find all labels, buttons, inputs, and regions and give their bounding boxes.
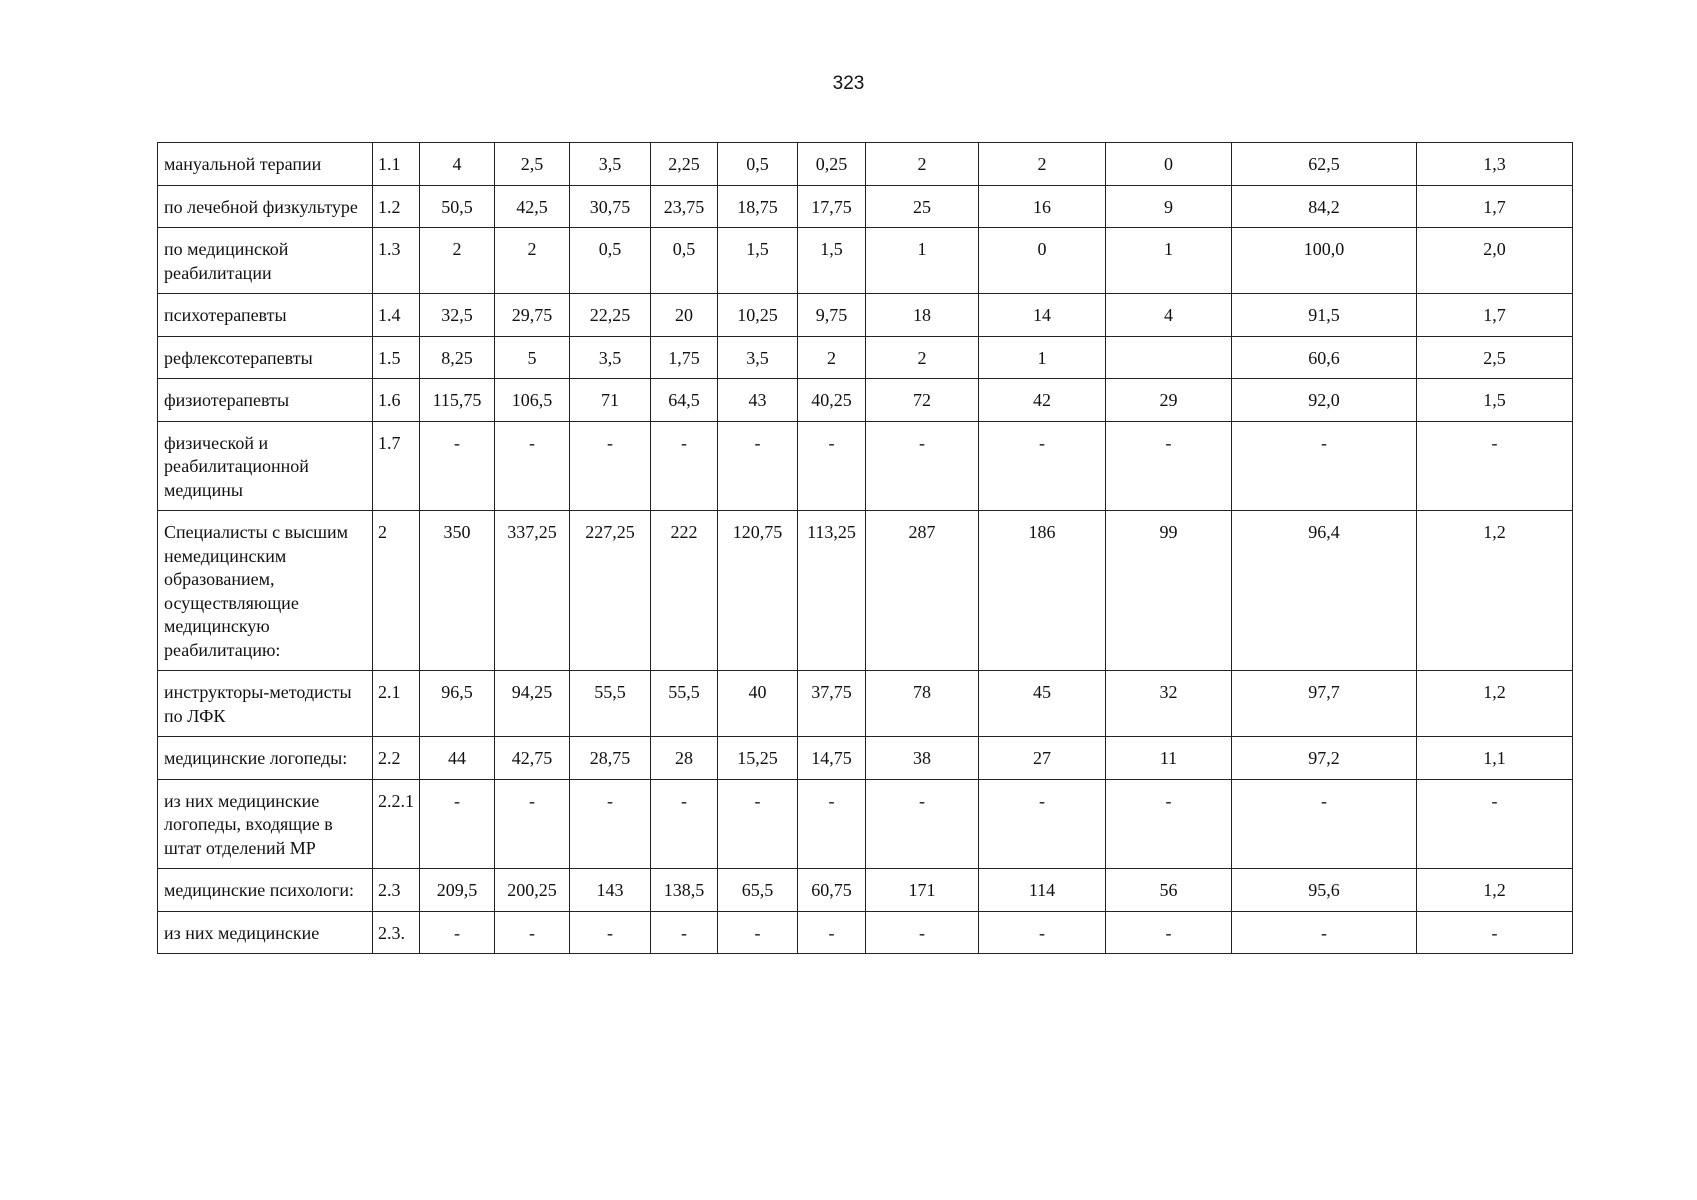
value-cell: 9,75 (798, 294, 866, 337)
value-cell: 92,0 (1232, 379, 1417, 422)
value-cell: 106,5 (495, 379, 570, 422)
value-cell: 2,5 (495, 143, 570, 186)
value-cell: 0,5 (718, 143, 798, 186)
value-cell: 9 (1106, 185, 1232, 228)
value-cell: 0,5 (570, 228, 651, 294)
value-cell: 4 (420, 143, 495, 186)
value-cell: - (1232, 779, 1417, 869)
table-row (158, 336, 1573, 379)
value-cell: 78 (866, 671, 979, 737)
value-cell: 2 (495, 228, 570, 294)
table-row (158, 511, 1573, 671)
value-cell: 1,1 (1417, 737, 1573, 780)
row-name-cell: из них медицинские логопеды, входящие в штат отделений МР (158, 779, 373, 869)
value-cell: 11 (1106, 737, 1232, 780)
value-cell: 94,25 (495, 671, 570, 737)
value-cell: 2,5 (1417, 336, 1573, 379)
table-body (158, 143, 1573, 954)
value-cell: - (1106, 421, 1232, 511)
value-cell: 114 (979, 869, 1106, 912)
value-cell: 143 (570, 869, 651, 912)
value-cell: 0,25 (798, 143, 866, 186)
value-cell: - (1232, 421, 1417, 511)
value-cell: - (1232, 911, 1417, 954)
value-cell: - (979, 779, 1106, 869)
value-cell: 42,75 (495, 737, 570, 780)
value-cell: 1 (979, 336, 1106, 379)
value-cell: 2,25 (651, 143, 718, 186)
value-cell: - (420, 779, 495, 869)
value-cell: 0 (1106, 143, 1232, 186)
row-code-cell: 2.3. (373, 911, 420, 954)
value-cell: 32 (1106, 671, 1232, 737)
row-name-cell: физической и реабилитационной медицины (158, 421, 373, 511)
value-cell: 14,75 (798, 737, 866, 780)
value-cell: 91,5 (1232, 294, 1417, 337)
table-row (158, 911, 1573, 954)
value-cell: - (420, 421, 495, 511)
value-cell: - (718, 911, 798, 954)
value-cell: 2 (866, 336, 979, 379)
value-cell: 65,5 (718, 869, 798, 912)
value-cell: - (1106, 779, 1232, 869)
value-cell: 50,5 (420, 185, 495, 228)
value-cell: 350 (420, 511, 495, 671)
value-cell: 17,75 (798, 185, 866, 228)
table-row (158, 671, 1573, 737)
row-name-cell: рефлексотерапевты (158, 336, 373, 379)
value-cell: 287 (866, 511, 979, 671)
row-name-cell: психотерапевты (158, 294, 373, 337)
value-cell: - (866, 779, 979, 869)
value-cell: 72 (866, 379, 979, 422)
value-cell: 42,5 (495, 185, 570, 228)
value-cell: - (570, 911, 651, 954)
value-cell: 18,75 (718, 185, 798, 228)
value-cell: - (979, 421, 1106, 511)
value-cell: 2 (420, 228, 495, 294)
row-code-cell: 1.3 (373, 228, 420, 294)
value-cell (1106, 336, 1232, 379)
row-code-cell: 1.1 (373, 143, 420, 186)
value-cell: 1,5 (1417, 379, 1573, 422)
value-cell: 55,5 (651, 671, 718, 737)
row-name-cell: мануальной терапии (158, 143, 373, 186)
value-cell: 18 (866, 294, 979, 337)
row-code-cell: 2.2 (373, 737, 420, 780)
value-cell: 22,25 (570, 294, 651, 337)
value-cell: 1,2 (1417, 511, 1573, 671)
value-cell: - (651, 421, 718, 511)
value-cell: 120,75 (718, 511, 798, 671)
value-cell: 1,5 (718, 228, 798, 294)
value-cell: - (798, 911, 866, 954)
value-cell: - (798, 421, 866, 511)
value-cell: - (798, 779, 866, 869)
value-cell: 27 (979, 737, 1106, 780)
value-cell: 95,6 (1232, 869, 1417, 912)
value-cell: 16 (979, 185, 1106, 228)
value-cell: 28 (651, 737, 718, 780)
value-cell: - (651, 911, 718, 954)
value-cell: - (866, 911, 979, 954)
value-cell: 15,25 (718, 737, 798, 780)
value-cell: 171 (866, 869, 979, 912)
value-cell: 337,25 (495, 511, 570, 671)
row-code-cell: 1.2 (373, 185, 420, 228)
table-row (158, 737, 1573, 780)
value-cell: 100,0 (1232, 228, 1417, 294)
value-cell: 2 (798, 336, 866, 379)
value-cell: 5 (495, 336, 570, 379)
row-code-cell: 1.6 (373, 379, 420, 422)
row-code-cell: 2 (373, 511, 420, 671)
value-cell: 42 (979, 379, 1106, 422)
table-row (158, 379, 1573, 422)
row-name-cell: медицинские психологи: (158, 869, 373, 912)
value-cell: - (866, 421, 979, 511)
value-cell: - (570, 421, 651, 511)
value-cell: 55,5 (570, 671, 651, 737)
value-cell: - (651, 779, 718, 869)
value-cell: 56 (1106, 869, 1232, 912)
value-cell: 2,0 (1417, 228, 1573, 294)
value-cell: 1 (866, 228, 979, 294)
value-cell: 113,25 (798, 511, 866, 671)
value-cell: - (1417, 421, 1573, 511)
value-cell: 97,7 (1232, 671, 1417, 737)
value-cell: - (570, 779, 651, 869)
row-code-cell: 1.7 (373, 421, 420, 511)
row-name-cell: из них медицинские (158, 911, 373, 954)
value-cell: - (718, 779, 798, 869)
value-cell: 8,25 (420, 336, 495, 379)
value-cell: 30,75 (570, 185, 651, 228)
row-name-cell: медицинские логопеды: (158, 737, 373, 780)
value-cell: 222 (651, 511, 718, 671)
value-cell: 32,5 (420, 294, 495, 337)
value-cell: 29,75 (495, 294, 570, 337)
value-cell: - (420, 911, 495, 954)
value-cell: 84,2 (1232, 185, 1417, 228)
row-code-cell: 2.3 (373, 869, 420, 912)
value-cell: - (495, 911, 570, 954)
value-cell: 45 (979, 671, 1106, 737)
value-cell: 37,75 (798, 671, 866, 737)
value-cell: 2 (866, 143, 979, 186)
value-cell: 99 (1106, 511, 1232, 671)
staffing-table (157, 142, 1573, 954)
row-name-cell: физиотерапевты (158, 379, 373, 422)
value-cell: - (979, 911, 1106, 954)
table-row (158, 143, 1573, 186)
value-cell: 96,4 (1232, 511, 1417, 671)
value-cell: 43 (718, 379, 798, 422)
row-name-cell: по лечебной физкультуре (158, 185, 373, 228)
row-code-cell: 1.5 (373, 336, 420, 379)
value-cell: 40 (718, 671, 798, 737)
value-cell: 209,5 (420, 869, 495, 912)
row-code-cell: 2.1 (373, 671, 420, 737)
value-cell: 62,5 (1232, 143, 1417, 186)
value-cell: 138,5 (651, 869, 718, 912)
value-cell: 60,75 (798, 869, 866, 912)
value-cell: - (1417, 911, 1573, 954)
value-cell: 115,75 (420, 379, 495, 422)
value-cell: 71 (570, 379, 651, 422)
value-cell: 38 (866, 737, 979, 780)
value-cell: 20 (651, 294, 718, 337)
value-cell: 1,7 (1417, 185, 1573, 228)
value-cell: 1,2 (1417, 671, 1573, 737)
table-row (158, 294, 1573, 337)
row-code-cell: 2.2.1 (373, 779, 420, 869)
value-cell: 60,6 (1232, 336, 1417, 379)
value-cell: - (1106, 911, 1232, 954)
value-cell: 0 (979, 228, 1106, 294)
value-cell: 200,25 (495, 869, 570, 912)
value-cell: 44 (420, 737, 495, 780)
value-cell: 4 (1106, 294, 1232, 337)
value-cell: 14 (979, 294, 1106, 337)
value-cell: 64,5 (651, 379, 718, 422)
row-name-cell: Специалисты с высшим немедицинским образованием, осуществляющие медицинскую реабилитацию: (158, 511, 373, 671)
value-cell: - (495, 421, 570, 511)
table-row (158, 779, 1573, 869)
value-cell: 1,75 (651, 336, 718, 379)
table-row (158, 185, 1573, 228)
value-cell: - (1417, 779, 1573, 869)
value-cell: 1,7 (1417, 294, 1573, 337)
page-number: 323 (832, 73, 865, 94)
value-cell: 2 (979, 143, 1106, 186)
value-cell: 10,25 (718, 294, 798, 337)
value-cell: 25 (866, 185, 979, 228)
value-cell: 23,75 (651, 185, 718, 228)
table-row (158, 869, 1573, 912)
value-cell: 1,3 (1417, 143, 1573, 186)
value-cell: 40,25 (798, 379, 866, 422)
row-name-cell: инструкторы-методисты по ЛФК (158, 671, 373, 737)
value-cell: 96,5 (420, 671, 495, 737)
value-cell: 29 (1106, 379, 1232, 422)
table-row (158, 421, 1573, 511)
row-code-cell: 1.4 (373, 294, 420, 337)
value-cell: 1 (1106, 228, 1232, 294)
row-name-cell: по медицинской реабилитации (158, 228, 373, 294)
value-cell: 3,5 (570, 336, 651, 379)
value-cell: 3,5 (570, 143, 651, 186)
value-cell: - (718, 421, 798, 511)
table-row (158, 228, 1573, 294)
value-cell: 3,5 (718, 336, 798, 379)
value-cell: 28,75 (570, 737, 651, 780)
value-cell: 227,25 (570, 511, 651, 671)
value-cell: 0,5 (651, 228, 718, 294)
value-cell: 186 (979, 511, 1106, 671)
value-cell: - (495, 779, 570, 869)
value-cell: 1,2 (1417, 869, 1573, 912)
value-cell: 97,2 (1232, 737, 1417, 780)
value-cell: 1,5 (798, 228, 866, 294)
